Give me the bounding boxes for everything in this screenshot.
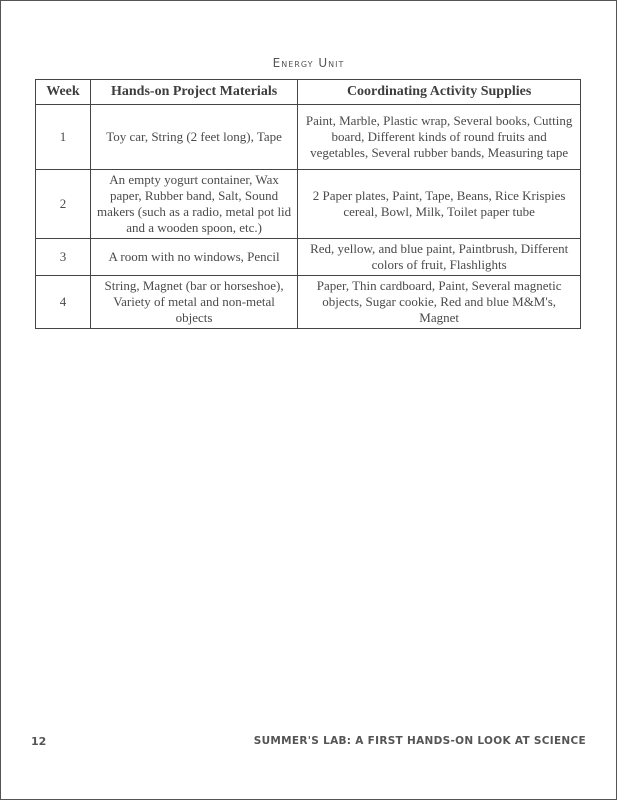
unit-title: Energy Unit xyxy=(272,56,345,70)
table-row xyxy=(36,170,581,239)
supplies-table xyxy=(35,79,581,329)
supplies-cell: Red, yellow, and blue paint, Paintbrush, Different colors of fruit, Flashlights xyxy=(298,239,581,276)
materials-cell: Toy car, String (2 feet long), Tape xyxy=(90,105,297,170)
week-cell: 2 xyxy=(36,170,91,239)
materials-cell: An empty yogurt container, Wax paper, Rubber band, Salt, Sound makers (such as a radio, metal pot lid and a wooden spoon, etc.) xyxy=(90,170,297,239)
table-row xyxy=(36,239,581,276)
table-header-row xyxy=(36,80,581,105)
week-cell: 3 xyxy=(36,239,91,276)
book-title: SUMMER'S LAB: A FIRST HANDS-ON LOOK AT SCIENCE xyxy=(253,735,586,747)
supplies-cell: Paper, Thin cardboard, Paint, Several magnetic objects, Sugar cookie, Red and blue M&M's, Magnet xyxy=(298,276,581,329)
materials-cell: A room with no windows, Pencil xyxy=(90,239,297,276)
header-materials: Hands-on Project Materials xyxy=(90,80,297,105)
header-supplies: Coordinating Activity Supplies xyxy=(298,80,581,105)
supplies-cell: 2 Paper plates, Paint, Tape, Beans, Rice Krispies cereal, Bowl, Milk, Toilet paper tube xyxy=(298,170,581,239)
table-row xyxy=(36,276,581,329)
materials-cell: String, Magnet (bar or horseshoe), Variety of metal and non-metal objects xyxy=(90,276,297,329)
page-number: 12 xyxy=(31,735,47,748)
table-row xyxy=(36,105,581,170)
supplies-cell: Paint, Marble, Plastic wrap, Several books, Cutting board, Different kinds of round fruits and vegetables, Several rubber bands, Measuring tape xyxy=(298,105,581,170)
week-cell: 4 xyxy=(36,276,91,329)
week-cell: 1 xyxy=(36,105,91,170)
header-week: Week xyxy=(36,80,91,105)
